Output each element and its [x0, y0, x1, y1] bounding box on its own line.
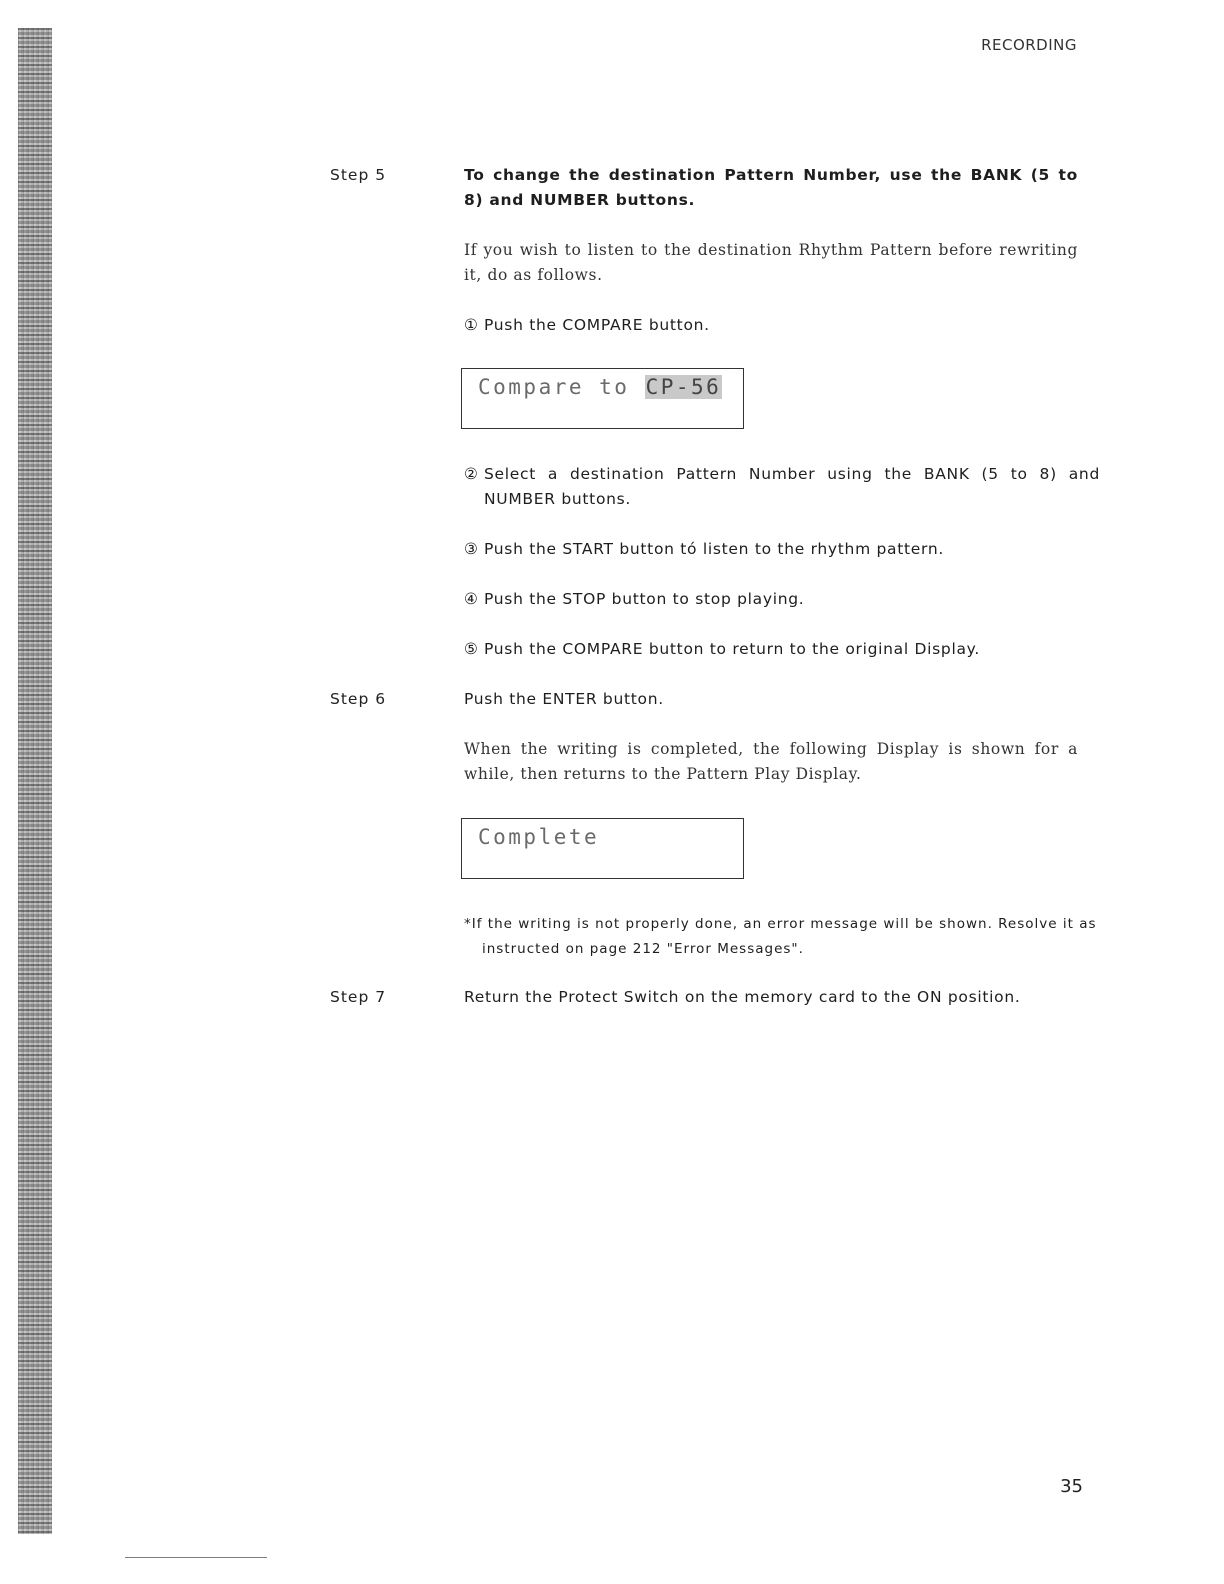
substep-text: Push the START button tó listen to the rhythm pattern. [484, 540, 944, 558]
lcd-text: Complete [478, 825, 600, 849]
step-6-description: When the writing is completed, the following Display is shown for a while, then returns to the Pattern Play Display. [464, 740, 1078, 783]
section-header: RECORDING [981, 36, 1077, 54]
step-5-instruction: To change the destination Pattern Number, use the BANK (5 to 8) and NUMBER buttons. [464, 166, 1078, 209]
page-number: 35 [1060, 1476, 1083, 1497]
substep-number: ② [464, 465, 479, 483]
substep-5 [464, 637, 1100, 662]
substep-number: ③ [464, 540, 479, 558]
substep-4 [464, 587, 1100, 612]
step-5-label: Step 5 [330, 166, 387, 184]
substep-number: ⑤ [464, 640, 479, 658]
scanned-binding-edge [18, 28, 52, 1534]
lcd-message: Compare to [478, 375, 645, 399]
substep-3 [464, 537, 1100, 562]
substep-number: ① [464, 316, 479, 334]
substep-text: Push the COMPARE button to return to the original Display. [484, 640, 980, 658]
substep-text: Push the COMPARE button. [484, 316, 710, 334]
step-7-instruction: Return the Protect Switch on the memory card to the ON position. [464, 988, 1021, 1006]
bottom-rule [125, 1557, 267, 1558]
substep-text: Select a destination Pattern Number using the BANK (5 to 8) and NUMBER buttons. [484, 465, 1100, 508]
substep-number: ④ [464, 590, 479, 608]
step-5-intro: If you wish to listen to the destination Rhythm Pattern before rewriting it, do as follows. [464, 241, 1078, 284]
substep-2 [464, 462, 1100, 512]
substep-1 [464, 313, 1100, 338]
lcd-display-compare [461, 368, 744, 429]
step-6-instruction: Push the ENTER button. [464, 690, 664, 708]
step-6-label: Step 6 [330, 690, 387, 708]
lcd-cursor-value: CP-56 [645, 375, 722, 399]
lcd-display-complete [461, 818, 744, 879]
lcd-text [478, 375, 722, 399]
substep-text: Push the STOP button to stop playing. [484, 590, 805, 608]
error-note: *If the writing is not properly done, an error message will be shown. Resolve it as instructed on page 212 "Error Messages". [464, 916, 1097, 957]
step-7-label: Step 7 [330, 988, 387, 1006]
